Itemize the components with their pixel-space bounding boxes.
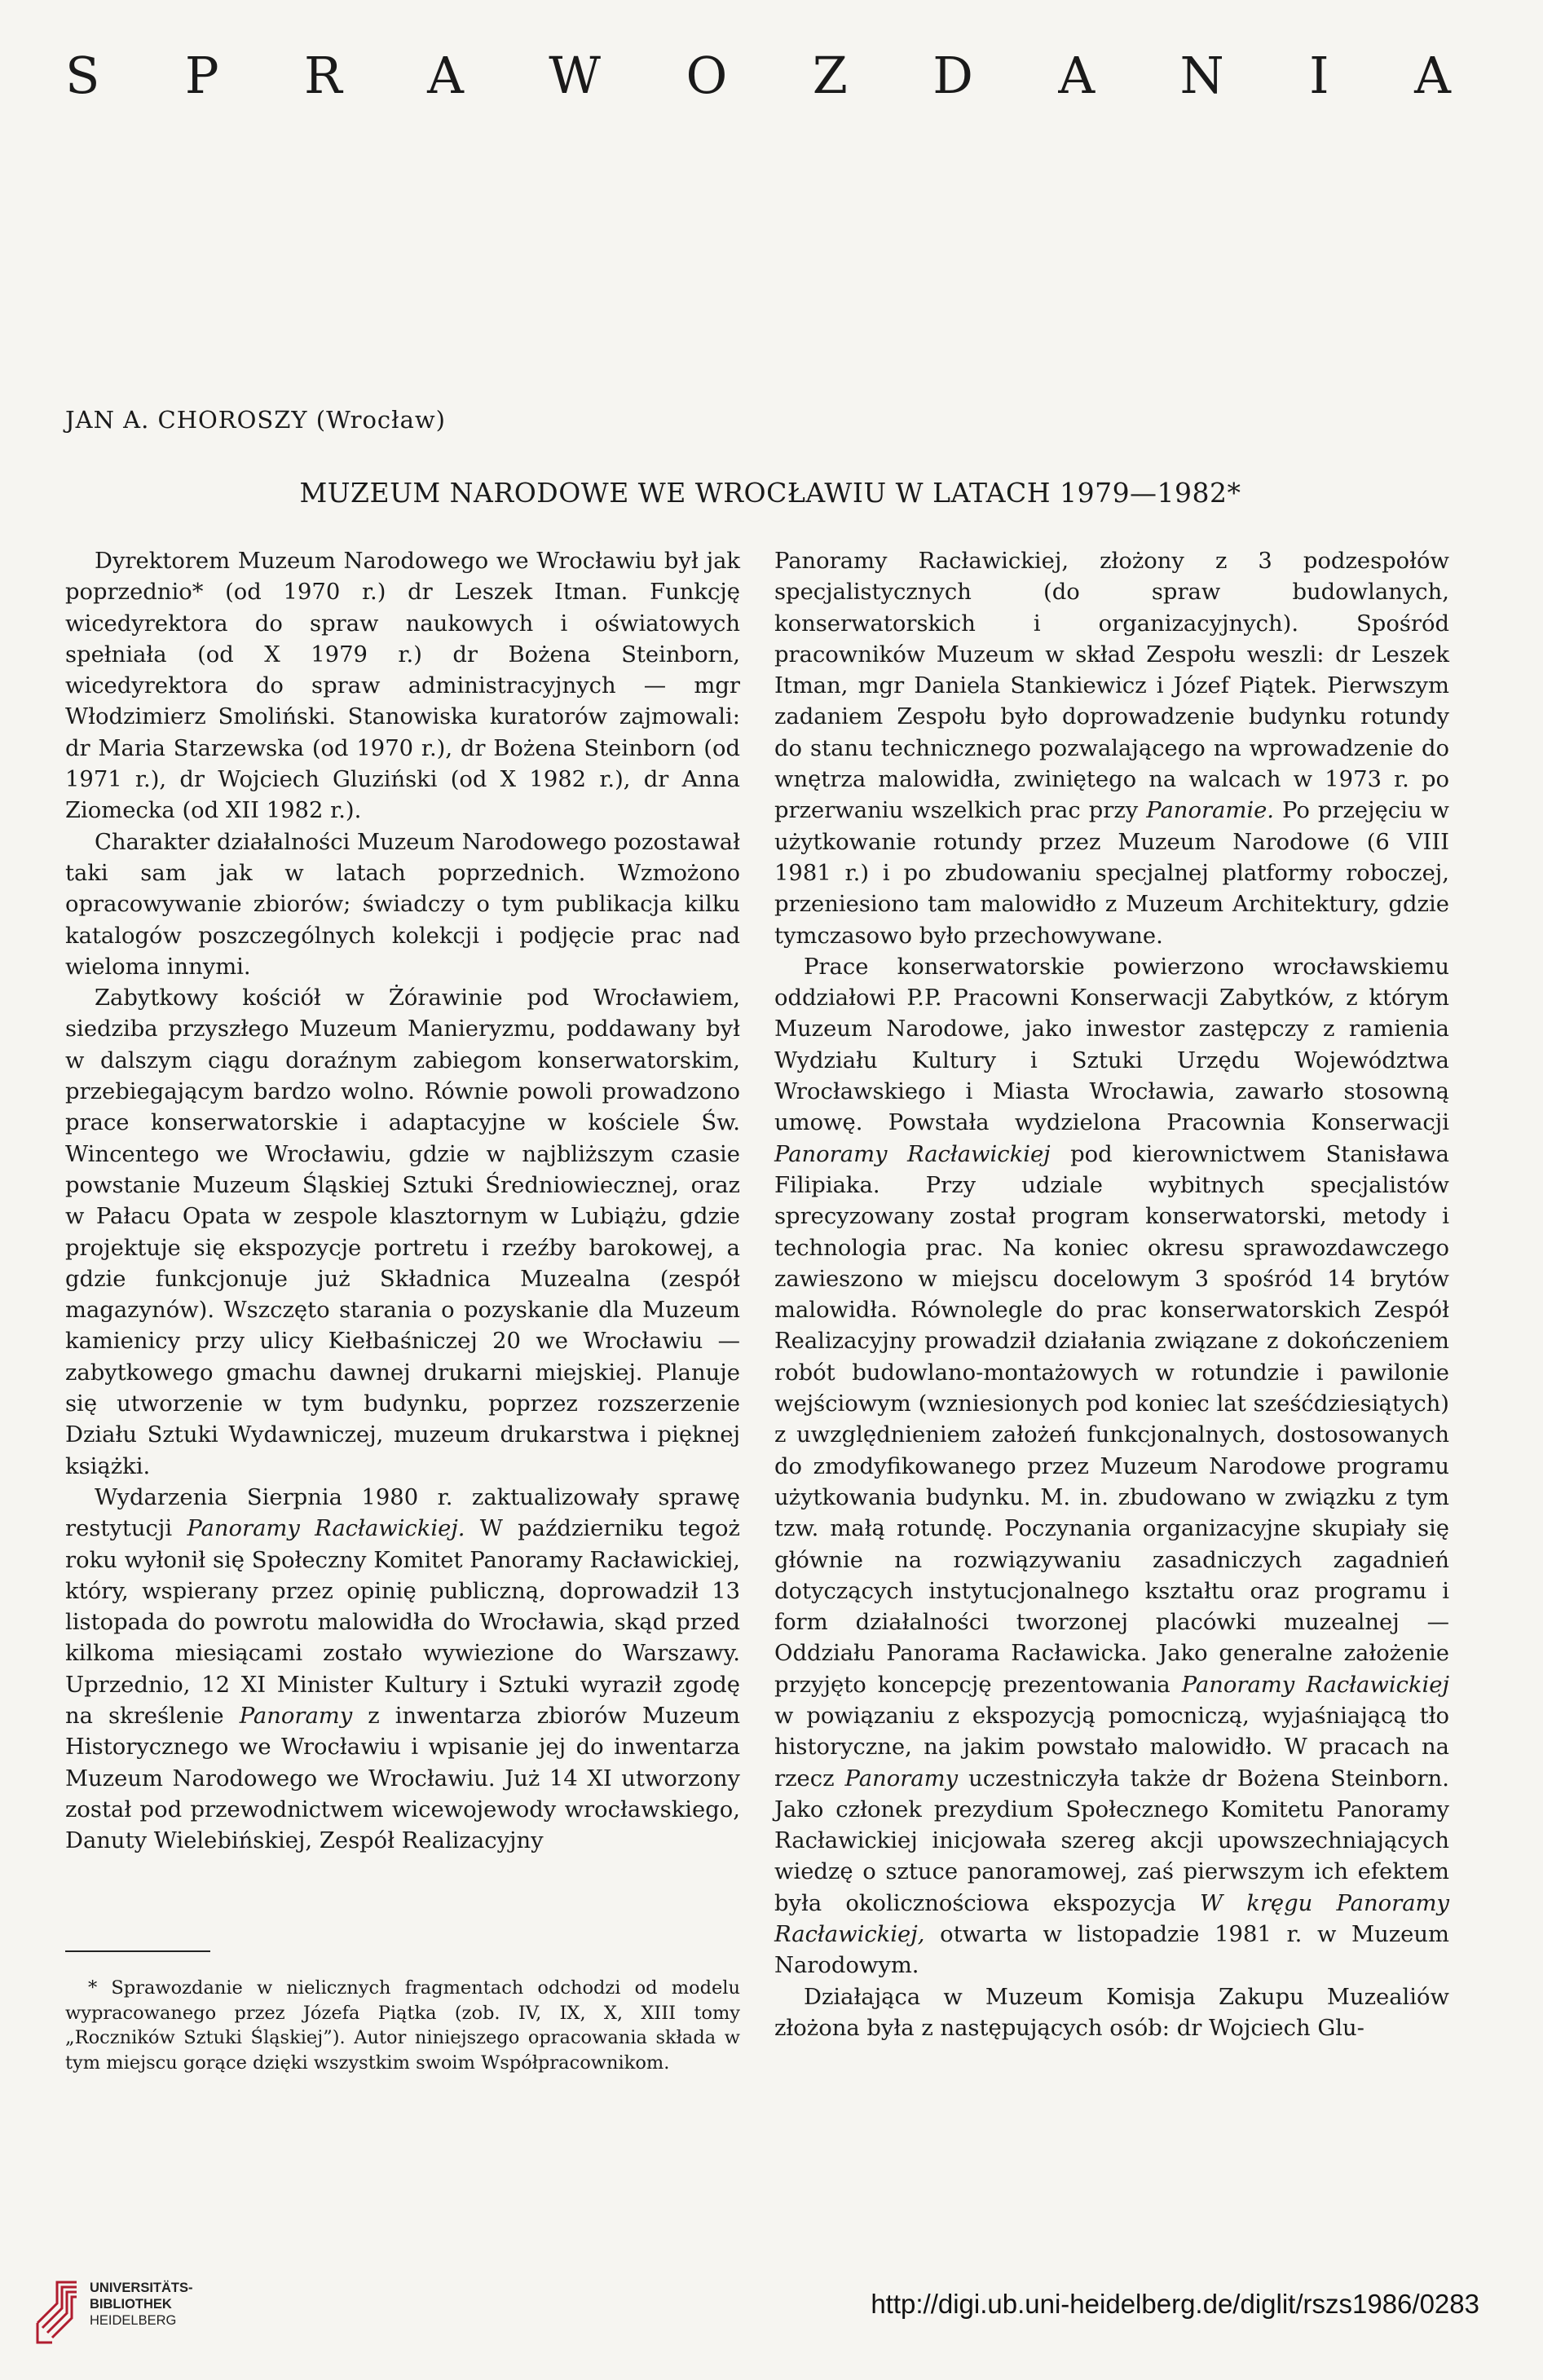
italic-title: Panoramy <box>844 1765 959 1792</box>
source-url-link[interactable]: http://digi.ub.uni-heidelberg.de/diglit/rszs1986/0283 <box>871 2289 1479 2319</box>
paragraph <box>774 546 1449 952</box>
paragraph: Działająca w Muzeum Komisja Zakupu Muzealiów złożona była z następujących osób: dr Wojciech Glu- <box>774 1984 1449 2041</box>
heading-letter: Z <box>812 46 848 105</box>
italic-title: Panoramy <box>239 1703 353 1729</box>
heading-letter: N <box>1179 46 1224 105</box>
italic-title: Panoramy Racławickiej <box>1181 1672 1449 1698</box>
heading-letter: S <box>65 46 100 105</box>
text-run: Panoramy Racławickiej, złożony z 3 podzespołów specjalistycznych (do spraw budowlanych, konserwatorskich i organizacyjnych). Spośród pracowników Muzeum w skład Zespołu weszli: dr Leszek Itman, mgr Daniela Stankiewicz i Józef Piątek. Pierwszym zadaniem Zespołu było doprowadzenie budynku rotundy do stanu technicznego pozwalającego na wprowadzenie do wnętrza malowidła, zwiniętego na walcach w 1973 r. po przerwaniu wszelkich prac przy <box>774 549 1449 824</box>
text-run: Wydarzenia Sierpnia 1980 r. zaktualizowały sprawę restytucji <box>65 1484 740 1542</box>
library-line: BIBLIOTHEK <box>90 2297 172 2312</box>
italic-title: Panoramy Racławickiej <box>774 1141 1051 1167</box>
italic-title: Panoramy Racławickiej. <box>187 1516 465 1542</box>
footnote-text: * Sprawozdanie w nielicznych fragmentach odchodzi od modelu wypracowanego przez Józefa Piątka (zob. IV, IX, X, XIII tomy „Roczników Sztuki Śląskiej”). Autor niniejszego opracowania składa w tym miejscu gorące dzięki wszystkim swoim Współpracownikom. <box>65 1977 740 2074</box>
heading-letter: A <box>427 46 464 105</box>
heading-letter: A <box>1058 46 1096 105</box>
article-title: MUZEUM NARODOWE WE WROCŁAWIU W LATACH 1979—1982* <box>299 477 1241 509</box>
paragraph: Dyrektorem Muzeum Narodowego we Wrocławiu był jak poprzednio* (od 1970 r.) dr Leszek Itman. Funkcję wicedyrektora do spraw naukowych i oświatowych spełniała (od X 1979 r.) dr Bożena Steinborn, wicedyrektora do spraw administracyjnych — mgr Włodzimierz Smoliński. Stanowiska kuratorów zajmowali: dr Maria Starzewska (od 1970 r.), dr Bożena Steinborn (od 1971 r.), dr Wojciech Gluziński (od X 1982 r.), dr Anna Ziomecka (od XII 1982 r.). <box>65 549 740 824</box>
text-run: Po przejęciu w użytkowanie rotundy przez Muzeum Narodowe (6 VIII 1981 r.) i po zbudowaniu specjalnej platformy roboczej, przeniesiono tam malowidło z Muzeum Architektury, gdzie tymczasowo było przechowywane. <box>774 798 1449 949</box>
heading-letter: P <box>184 46 219 105</box>
text-run: z inwentarza zbiorów Muzeum Historycznego we Wrocławiu i wpisanie jej do inwentarza Muzeum Narodowego we Wrocławiu. Już 14 XI utworzony został pod przewodnictwem wicewojewody wrocławskiego, Danuty Wielebińskiej, Zespół Realizacyjny <box>65 1703 740 1854</box>
heading-letter: O <box>686 46 728 105</box>
text-run: uczestniczyła także dr Bożena Steinborn. Jako członek prezydium Społecznego Komitetu Panoramy Racławickiej inicjowała szereg akcji upowszechniających wiedzę o sztuce panoramowej, zaś pierwszym ich efektem była okolicznościowa ekspozycja <box>774 1765 1449 1916</box>
heading-letter: D <box>932 46 973 105</box>
paragraph <box>65 1483 740 1858</box>
text-run: w powiązaniu z ekspozycją pomocniczą, wyjaśniającą tło historyczne, na jakim powstało malowidło. W pracach na rzecz <box>774 1703 1449 1792</box>
library-line: HEIDELBERG <box>90 2313 177 2328</box>
text-run: Prace konserwatorskie powierzono wrocławskiemu oddziałowi P.P. Pracowni Konserwacji Zabytków, z którym Muzeum Narodowe, jako inwestor zastępczy z ramienia Wydziału Kultury i Sztuki Urzędu Województwa Wrocławskiego i Miasta Wrocławia, zawarło stosowną umowę. Powstała wydzielona Pracownia Konserwacji <box>774 954 1449 1136</box>
italic-title: Panoramie. <box>1146 798 1275 824</box>
heading-letter: W <box>549 46 602 105</box>
text-run: otwarta w listopadzie 1981 r. w Muzeum Narodowym. <box>774 1922 1449 1979</box>
right-column <box>774 546 1449 2044</box>
heading-letter: A <box>1414 46 1451 105</box>
left-column <box>65 546 740 1857</box>
heading-letter: I <box>1309 46 1329 105</box>
library-line: UNIVERSITÄTS- <box>90 2281 193 2295</box>
paragraph: Charakter działalności Muzeum Narodowego pozostawał taki sam jak w latach poprzednich. Wzmożono opracowywanie zbiorów; świadczy o tym publikacja kilku katalogów poszczególnych kolekcji i podjęcie prac nad wieloma innymi. <box>65 829 740 980</box>
italic-title: W kręgu Panoramy Racławickiej, <box>774 1890 1449 1948</box>
library-logo-icon <box>33 2274 82 2347</box>
paragraph: Zabytkowy kościół w Żórawinie pod Wrocławiem, siedziba przyszłego Muzeum Manieryzmu, poddawany był w dalszym ciągu doraźnym zabiegom konserwatorskim, przebiegającym bardzo wolno. Równie powoli prowadzono prace konserwatorskie i adaptacyjne w kościele Św. Wincentego we Wrocławiu, gdzie w najbliższym czasie powstanie Muzeum Śląskiej Sztuki Średniowiecznej, oraz w Pałacu Opata w zespole klasztornym w Lubiążu, gdzie projektuje się ekspozycje portretu i rzeźby barokowej, a gdzie funkcjonuje już Składnica Muzealna (zespół magazynów). Wszczęto starania o pozyskanie dla Muzeum kamienicy przy ulicy Kiełbaśniczej 20 we Wrocławiu — zabytkowego gmachu dawnej drukarni miejskiej. Planuje się utworzenie w tym budynku, poprzez rozszerzenie Działu Sztuki Wydawniczej, muzeum drukarstwa i pięknej książki. <box>65 985 740 1479</box>
paragraph <box>774 952 1449 1982</box>
text-run: pod kierownictwem Stanisława Filipiaka. Przy udziale wybitnych specjalistów sprecyzowany został program konserwatorski, metody i technologia prac. Na koniec okresu sprawozdawczego zawieszono w miejscu docelowym 3 spośród 14 brytów malowidła. Równolegle do prac konserwatorskich Zespół Realizacyjny prowadził działania związane z dokończeniem robót budowlano-montażowych w rotundzie i pawilonie wejściowym (wzniesionych pod koniec lat sześćdziesiątych) z uwzględnieniem założeń funkcjonalnych, dostosowanych do zmodyfikowanego przez Muzeum Narodowe programu użytkowania budynku. M. in. zbudowano w związku z tym tzw. małą rotundę. Poczynania organizacyjne skupiały się głównie na rozwiązywaniu zasadniczych zagadnień dotyczących instytucjonalnego kształtu oraz programu i form działalności tworzonej placówki muzealnej — Oddziału Panorama Racławicka. Jako generalne założenie przyjęto koncepcję prezentowania <box>774 1141 1449 1698</box>
footnote <box>65 1976 740 2075</box>
section-heading <box>65 46 1451 105</box>
heading-letter: R <box>304 46 342 105</box>
footnote-divider <box>65 1950 210 1952</box>
library-name <box>90 2280 193 2329</box>
author-line: JAN A. CHOROSZY (Wrocław) <box>65 406 446 434</box>
text-run: W październiku tegoż roku wyłonił się Społeczny Komitet Panoramy Racławickiej, który, wspierany przez opinię publiczną, doprowadził 13 listopada do powrotu malowidła do Wrocławia, skąd przed kilkoma miesiącami zostało wywiezione do Warszawy. Uprzednio, 12 XI Minister Kultury i Sztuki wyraził zgodę na skreślenie <box>65 1516 740 1729</box>
